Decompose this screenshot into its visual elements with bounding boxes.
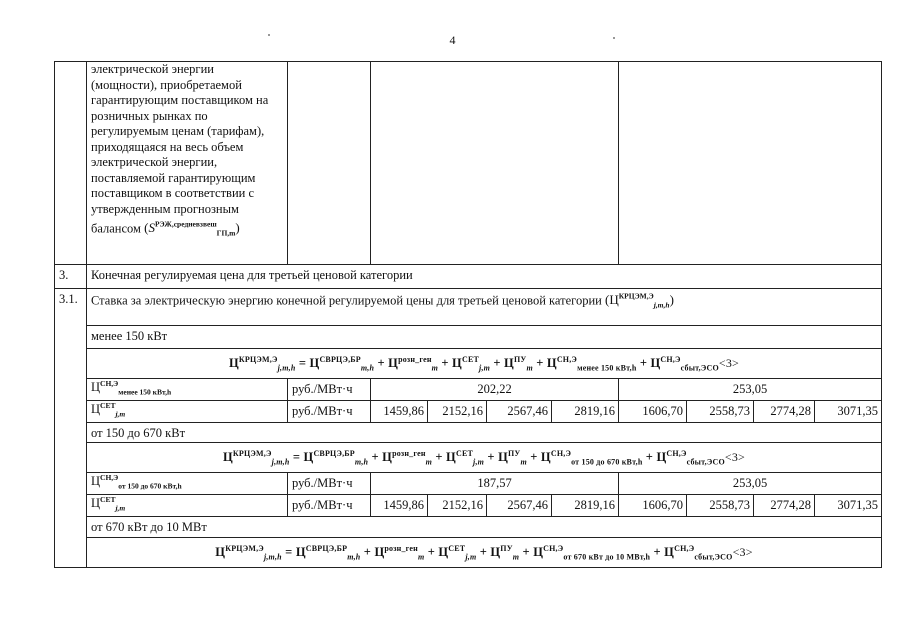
scan-speck	[613, 37, 615, 39]
tariff-table	[54, 61, 882, 568]
row-symbol: $Ц^{СН,Э}_{от 150 до 670 кВт,h}$	[87, 473, 288, 495]
value-cell: 1459,86	[371, 401, 428, 423]
table-row	[55, 495, 882, 517]
value-cell: 2558,73	[687, 495, 754, 517]
value-merged: 202,22	[371, 379, 619, 401]
value-cell: 2774,28	[754, 495, 815, 517]
value-cell: 2819,16	[552, 401, 619, 423]
section-3-row	[55, 265, 882, 289]
row-symbol: $Ц^{СН,Э}_{менее 150 кВт,h}$	[87, 379, 288, 401]
formula-row	[55, 349, 882, 379]
continuation-text: электрической энергии (мощности), приобретаемой гарантирующим поставщиком на розничных рынках по регулируемым ценам (тарифам), приходящаяся на весь объем электрической энергии, поставляемой гарантирующим поставщиком в соответствии с утвержденным прогнозным балансом	[91, 62, 269, 236]
formula-row	[55, 443, 882, 473]
value-merged: 253,05	[619, 473, 882, 495]
value-cell: 2567,46	[487, 495, 552, 517]
value-cell: 2774,28	[754, 401, 815, 423]
group-heading-row	[55, 517, 882, 538]
section-number: 3.	[55, 265, 87, 289]
continuation-text-cell	[87, 62, 288, 265]
value-cell: 3071,35	[815, 495, 882, 517]
page-number: 4	[449, 33, 456, 47]
section-title-cell	[87, 289, 882, 326]
value-cell: 2819,16	[552, 495, 619, 517]
formula: $Ц^{КРЦЭМ,Э}_{j,m,h} = Ц^{СВРЦЭ,БР}_{m,h} + Ц^{розн\_ген}_m + Ц^{СЕТ}_{j,m} + Ц^{ПУ}_m + Ц^{СН,Э}_{от 670 кВт до 10 МВт,h} + Ц^{СН,Э}_{сбыт,ЭСО}<3>$	[87, 538, 882, 568]
formula-row	[55, 538, 882, 568]
value-cell: 1459,86	[371, 495, 428, 517]
empty-cell	[371, 62, 619, 265]
continuation-row	[55, 62, 882, 265]
value-cell: 2152,16	[428, 495, 487, 517]
group-heading: менее 150 кВт	[87, 326, 882, 349]
section-31-row	[55, 289, 882, 326]
value-cell: 2558,73	[687, 401, 754, 423]
group-heading: от 150 до 670 кВт	[87, 423, 882, 443]
group-heading: от 670 кВт до 10 МВт	[87, 517, 882, 538]
value-cell: 1606,70	[619, 401, 687, 423]
table-row	[55, 401, 882, 423]
row-symbol: $Ц^{СЕТ}_{j,m}$	[87, 495, 288, 517]
section-title: Конечная регулируемая цена для третьей ценовой категории	[87, 265, 882, 289]
value-cell: 2152,16	[428, 401, 487, 423]
row-symbol: $Ц^{СЕТ}_{j,m}$	[87, 401, 288, 423]
formula: $Ц^{КРЦЭМ,Э}_{j,m,h} = Ц^{СВРЦЭ,БР}_{m,h} + Ц^{розн\_ген}_m + Ц^{СЕТ}_{j,m} + Ц^{ПУ}_m + Ц^{СН,Э}_{менее 150 кВт,h} + Ц^{СН,Э}_{сбыт,ЭСО}<3>$	[87, 349, 882, 379]
empty-cell	[619, 62, 882, 265]
formula: $Ц^{КРЦЭМ,Э}_{j,m,h} = Ц^{СВРЦЭ,БР}_{m,h} + Ц^{розн\_ген}_m + Ц^{СЕТ}_{j,m} + Ц^{ПУ}_m + Ц^{СН,Э}_{от 150 до 670 кВт,h} + Ц^{СН,Э}_{сбыт,ЭСО}<3>$	[87, 443, 882, 473]
rate-symbol: $(Ц^{КРЦЭМ,Э}_{j,m,h})$	[605, 292, 674, 310]
group-heading-row	[55, 423, 882, 443]
value-cell: 3071,35	[815, 401, 882, 423]
section-title: Ставка за электрическую энергию конечной регулируемой цены для третьей ценовой категории	[91, 293, 602, 308]
section-number: 3.1.	[55, 289, 87, 568]
value-cell: 2567,46	[487, 401, 552, 423]
value-merged: 253,05	[619, 379, 882, 401]
unit-label: руб./МВт·ч	[288, 495, 371, 517]
value-cell: 1606,70	[619, 495, 687, 517]
scan-speck	[268, 34, 270, 36]
table-row	[55, 379, 882, 401]
unit-label: руб./МВт·ч	[288, 473, 371, 495]
unit-label: руб./МВт·ч	[288, 401, 371, 423]
balance-symbol: $(S^{РЭЖ,средневзвеш}_{ГП,m})$	[144, 220, 240, 238]
unit-label: руб./МВт·ч	[288, 379, 371, 401]
value-merged: 187,57	[371, 473, 619, 495]
empty-cell	[288, 62, 371, 265]
num-cell-empty	[55, 62, 87, 265]
table-row	[55, 473, 882, 495]
group-heading-row	[55, 326, 882, 349]
